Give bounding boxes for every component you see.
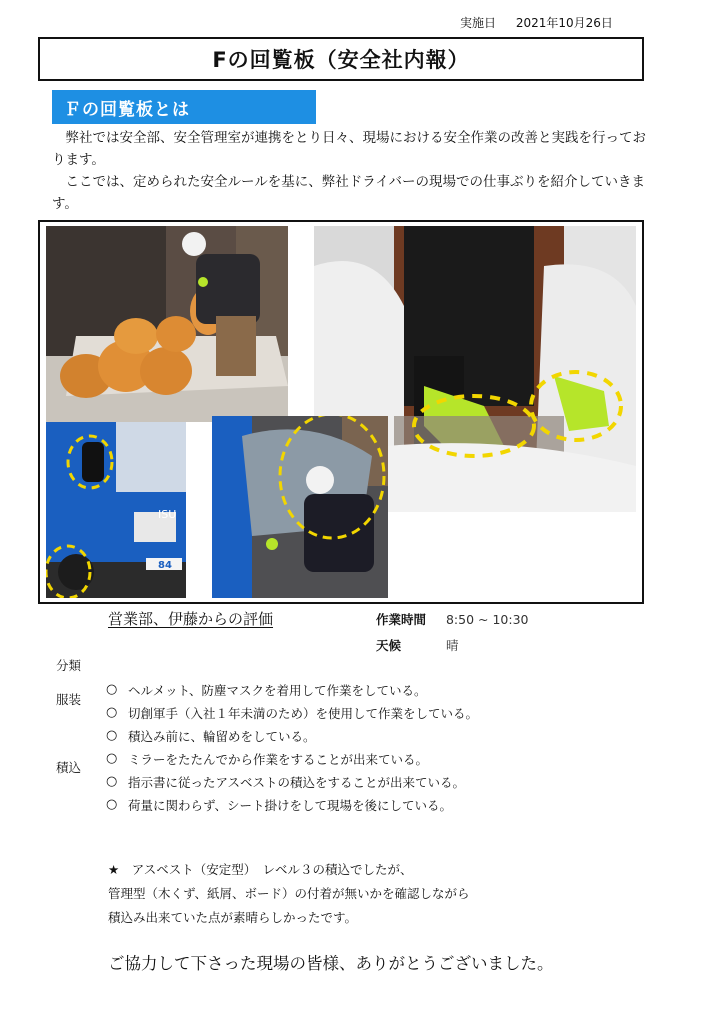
note-line-1: ★ アスベスト（安定型） レベル３の積込でしたが、 — [108, 862, 413, 877]
category-clothing: 服装 — [56, 692, 82, 707]
date-row — [460, 14, 613, 31]
checklist-item — [106, 770, 478, 793]
date-label: 実施日 — [460, 16, 497, 30]
truck-plate-text: 84 — [158, 560, 172, 571]
checklist-text: 積込み前に、輪留めをしている。 — [128, 728, 316, 744]
checklist-item — [106, 747, 478, 770]
checklist-text: ヘルメット、防塵マスクを着用して作業をしている。 — [128, 682, 427, 698]
note-line-3: 積込み出来ていた点が素晴らしかったです。 — [108, 910, 358, 925]
check-mark: ○ — [106, 797, 118, 812]
checklist — [106, 678, 478, 816]
note — [108, 858, 470, 930]
checklist-item — [106, 724, 478, 747]
category-loading: 積込 — [56, 760, 82, 775]
work-time — [376, 610, 529, 628]
check-mark: ○ — [106, 705, 118, 720]
check-mark: ○ — [106, 728, 118, 743]
intro-paragraph-1: 弊社では安全部、安全管理室が連携をとり日々、現場における安全作業の改善と実践を行っております。 — [52, 130, 646, 168]
photo-bag-loading — [46, 226, 288, 422]
check-mark: ○ — [106, 682, 118, 697]
checklist-text: 指示書に従ったアスベストの積込をすることが出来ている。 — [128, 774, 466, 790]
checklist-item — [106, 678, 478, 701]
check-mark: ○ — [106, 751, 118, 766]
section-heading: Ｆの回覧板とは — [52, 90, 316, 124]
weather-value: 晴 — [445, 638, 459, 653]
intro-text — [52, 127, 652, 215]
work-time-label: 作業時間 — [376, 612, 427, 627]
truck-brand-text: ISU — [158, 508, 177, 521]
photo-worker-sheet — [212, 416, 388, 598]
work-time-value: 8:50 ~ 10:30 — [445, 612, 529, 627]
checklist-text: 切創軍手（入社１年未満のため）を使用して作業をしている。 — [128, 705, 479, 721]
checklist-text: 荷量に関わらず、シート掛けをして現場を後にしている。 — [128, 797, 453, 813]
checklist-text: ミラーをたたんでから作業をすることが出来ている。 — [128, 751, 429, 767]
page-title: Fの回覧板（安全社内報） — [38, 37, 644, 81]
weather — [376, 636, 459, 654]
check-mark: ○ — [106, 774, 118, 789]
date-value: 2021年10月26日 — [515, 16, 613, 30]
note-line-2: 管理型（木くず、紙屑、ボード）の付着が無いかを確認しながら — [108, 886, 470, 901]
evaluation-heading: 営業部、伊藤からの評価 — [108, 610, 274, 628]
category-header: 分類 — [56, 658, 82, 673]
weather-label: 天候 — [376, 638, 402, 653]
checklist-item — [106, 701, 478, 724]
checklist-item — [106, 793, 478, 816]
photo-collage — [38, 220, 644, 604]
thanks-message: ご協力して下さった現場の皆様、ありがとうございました。 — [108, 954, 554, 973]
intro-paragraph-2: ここでは、定められた安全ルールを基に、弊社ドライバーの現場での仕事ぶりを紹介していきます。 — [52, 174, 646, 212]
photo-truck-mirror — [46, 422, 186, 598]
